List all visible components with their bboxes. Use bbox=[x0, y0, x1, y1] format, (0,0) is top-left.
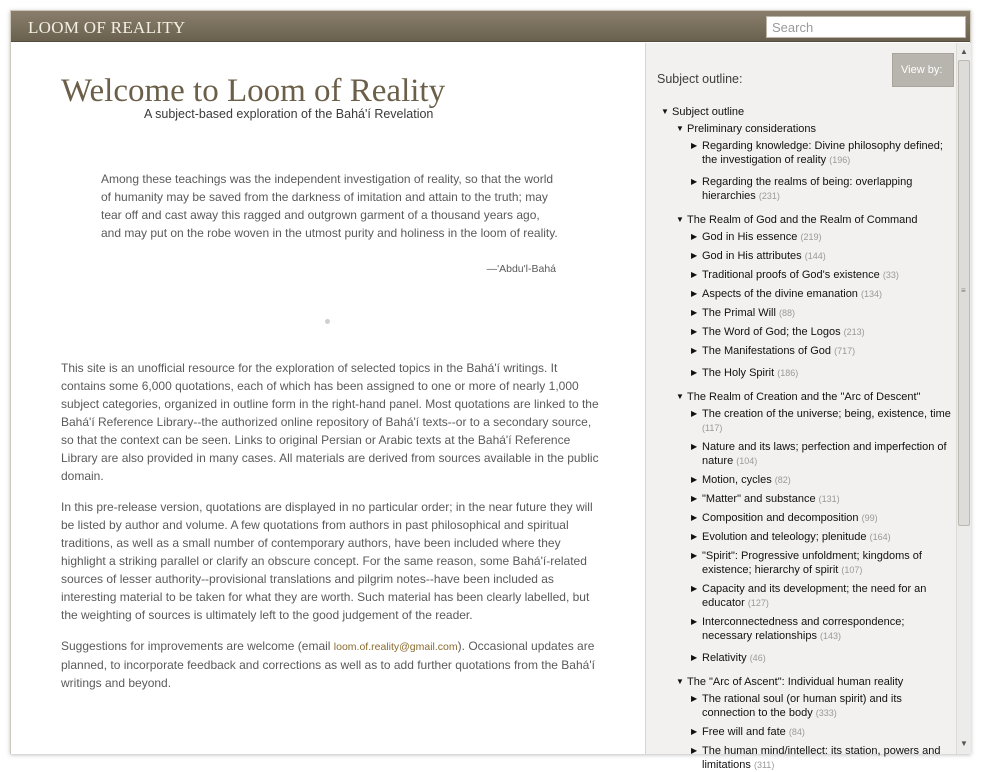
tree-item[interactable]: ▼ The Realm of God and the Realm of Command bbox=[676, 214, 918, 226]
quote-author: —'Abdu'l-Bahá bbox=[486, 263, 556, 275]
collapse-triangle-icon[interactable]: ▼ bbox=[676, 124, 684, 133]
sidebar-scrollbar[interactable] bbox=[956, 43, 971, 754]
prerelease-paragraph: In this pre-release version, quotations are displayed in no particular order; in the near future they will be listed by author and volume. A few quotations from authors in past philosophical and spiritual traditions, as well as a small number of contemporary authors, have been included where they highlight a striking parallel or clarify an obscure concept. For the same reason, some Bahá'í-related sources of lesser authority--provisional translations and pilgrim notes--have been included as interesting material to be taken for what they are worth. Such material has been clearly labelled, but the weighting of sources is ultimately left to the good judgement of the reader. bbox=[61, 500, 593, 622]
expand-triangle-icon[interactable]: ▶ bbox=[691, 308, 698, 317]
tree-item[interactable]: ▶ Regarding the realms of being: overlapping hierarchies (231) bbox=[691, 176, 913, 202]
tree-item[interactable]: ▼ Subject outline bbox=[661, 106, 745, 118]
tree-item[interactable]: ▶ Relativity (46) bbox=[691, 652, 766, 664]
page-subtitle: A subject-based exploration of the Bahá'í Revelation bbox=[144, 107, 434, 121]
tree-item[interactable]: ▶ The Word of God; the Logos (213) bbox=[691, 326, 865, 338]
collapse-triangle-icon[interactable]: ▼ bbox=[676, 392, 684, 401]
site-title[interactable]: LOOM OF REALITY bbox=[28, 18, 186, 37]
expand-triangle-icon[interactable]: ▶ bbox=[691, 475, 698, 484]
scroll-up-arrow-icon[interactable]: ▲ bbox=[960, 47, 968, 56]
expand-triangle-icon[interactable]: ▶ bbox=[691, 327, 698, 336]
expand-triangle-icon[interactable]: ▶ bbox=[691, 442, 698, 451]
expand-triangle-icon[interactable]: ▶ bbox=[691, 177, 698, 186]
featured-quote: Among these teachings was the independent investigation of reality, so that the world of humanity may be saved from the darkness of imitation and attain to the truth; may tear off and cast away this ragged and outgrown garment of a thousand years ago, and may put on the robe woven in the utmost purity and holiness in the loom of reality. bbox=[101, 172, 558, 240]
expand-triangle-icon[interactable]: ▶ bbox=[691, 746, 698, 755]
tree-item[interactable]: ▶ "Spirit": Progressive unfoldment; kingdoms of existence; hierarchy of spirit (107) bbox=[691, 550, 922, 576]
expand-triangle-icon[interactable]: ▶ bbox=[691, 617, 698, 626]
intro-paragraph: This site is an unofficial resource for the exploration of selected topics in the Bahá'í writings. It contains some 6,000 quotations, each of which has been assigned to one or more of nearly 1,000 subject categories, organized in outline form in the right-hand panel. Most quotations are linked to the Bahá'í Reference Library--the authorized online repository of Bahá'í texts--or to a secondary source, so that the context can be seen. Links to original Persian or Arabic texts at the Bahá'í Reference Library are also provided in many cases. All materials are derived from sources available in the public domain. bbox=[61, 361, 599, 483]
tree-item[interactable]: ▶ The rational soul (or human spirit) and its connection to the body (333) bbox=[691, 693, 902, 719]
expand-triangle-icon[interactable]: ▶ bbox=[691, 270, 698, 279]
tree-item[interactable]: ▼ The Realm of Creation and the "Arc of Descent" bbox=[676, 391, 921, 403]
top-bar bbox=[11, 11, 970, 42]
grip-icon: ≡ bbox=[961, 286, 966, 295]
tree-item[interactable]: ▶ Motion, cycles (82) bbox=[691, 474, 791, 486]
tree-item[interactable]: ▶ The Holy Spirit (186) bbox=[691, 367, 799, 379]
tree-item[interactable]: ▶ Traditional proofs of God's existence (33) bbox=[691, 269, 899, 281]
tree-item[interactable]: ▶ The creation of the universe; being, existence, time (117) bbox=[691, 408, 951, 433]
tree-item[interactable]: ▶ God in His attributes (144) bbox=[691, 250, 826, 262]
app-window bbox=[10, 10, 971, 771]
tree-item[interactable]: ▶ Evolution and teleology; plenitude (164) bbox=[691, 531, 891, 543]
separator-dot bbox=[325, 319, 330, 324]
tree-item[interactable]: ▶ Free will and fate (84) bbox=[691, 726, 805, 738]
tree-item[interactable]: ▶ "Matter" and substance (131) bbox=[691, 493, 840, 505]
expand-triangle-icon[interactable]: ▶ bbox=[691, 232, 698, 241]
scroll-down-arrow-icon[interactable]: ▼ bbox=[960, 739, 968, 748]
expand-triangle-icon[interactable]: ▶ bbox=[691, 532, 698, 541]
expand-triangle-icon[interactable]: ▶ bbox=[691, 513, 698, 522]
expand-triangle-icon[interactable]: ▶ bbox=[691, 141, 698, 150]
expand-triangle-icon[interactable]: ▶ bbox=[691, 694, 698, 703]
tree-item[interactable]: ▶ The Manifestations of God (717) bbox=[691, 345, 856, 357]
tree-item[interactable]: ▶ Aspects of the divine emanation (134) bbox=[691, 288, 883, 300]
collapse-triangle-icon[interactable]: ▼ bbox=[676, 677, 684, 686]
tree-item[interactable]: ▶ God in His essence (219) bbox=[691, 231, 822, 243]
tree-item[interactable]: ▼ The "Arc of Ascent": Individual human reality bbox=[676, 676, 904, 688]
view-by-button[interactable]: View by: bbox=[892, 53, 954, 87]
expand-triangle-icon[interactable]: ▶ bbox=[691, 409, 698, 418]
collapse-triangle-icon[interactable]: ▼ bbox=[661, 107, 669, 116]
expand-triangle-icon[interactable]: ▶ bbox=[691, 494, 698, 503]
expand-triangle-icon[interactable]: ▶ bbox=[691, 289, 698, 298]
expand-triangle-icon[interactable]: ▶ bbox=[691, 346, 698, 355]
expand-triangle-icon[interactable]: ▶ bbox=[691, 551, 698, 560]
suggestions-paragraph bbox=[61, 637, 601, 692]
tree-item[interactable]: ▶ Capacity and its development; the need for an educator (127) bbox=[691, 583, 927, 609]
tree-item[interactable]: ▶ Regarding knowledge: Divine philosophy defined; the investigation of reality (196) bbox=[691, 140, 943, 166]
scroll-thumb[interactable] bbox=[958, 60, 970, 526]
suggestions-text-start: Suggestions for improvements are welcome (email bbox=[61, 639, 334, 653]
tree-item[interactable]: ▶ Composition and decomposition (99) bbox=[691, 512, 878, 524]
email-link[interactable]: loom.of.reality@gmail.com bbox=[333, 641, 458, 653]
expand-triangle-icon[interactable]: ▶ bbox=[691, 251, 698, 260]
collapse-triangle-icon[interactable]: ▼ bbox=[676, 215, 684, 224]
tree-item[interactable]: ▶ Interconnectedness and correspondence; necessary relationships (143) bbox=[691, 616, 905, 642]
tree-item[interactable]: ▶ The human mind/intellect: its station, powers and limitations (311) bbox=[691, 745, 941, 771]
expand-triangle-icon[interactable]: ▶ bbox=[691, 584, 698, 593]
expand-triangle-icon[interactable]: ▶ bbox=[691, 368, 698, 377]
tree-item[interactable]: ▼ Preliminary considerations bbox=[676, 123, 816, 135]
suggestions-text-end: ). Occasional updates are planned, to incorporate feedback and corrections as well as to add further quotations from the Bahá'í writings and beyond. bbox=[61, 639, 595, 690]
page-title: Welcome to Loom of Reality bbox=[61, 73, 446, 109]
tree-item[interactable]: ▶ Nature and its laws; perfection and imperfection of nature (104) bbox=[691, 441, 947, 467]
main-content bbox=[11, 43, 645, 754]
outline-heading: Subject outline: bbox=[657, 72, 743, 86]
expand-triangle-icon[interactable]: ▶ bbox=[691, 727, 698, 736]
subject-outline-panel bbox=[645, 43, 970, 771]
tree-item[interactable]: ▶ The Primal Will (88) bbox=[691, 307, 796, 319]
expand-triangle-icon[interactable]: ▶ bbox=[691, 653, 698, 662]
search-input[interactable] bbox=[766, 16, 966, 38]
